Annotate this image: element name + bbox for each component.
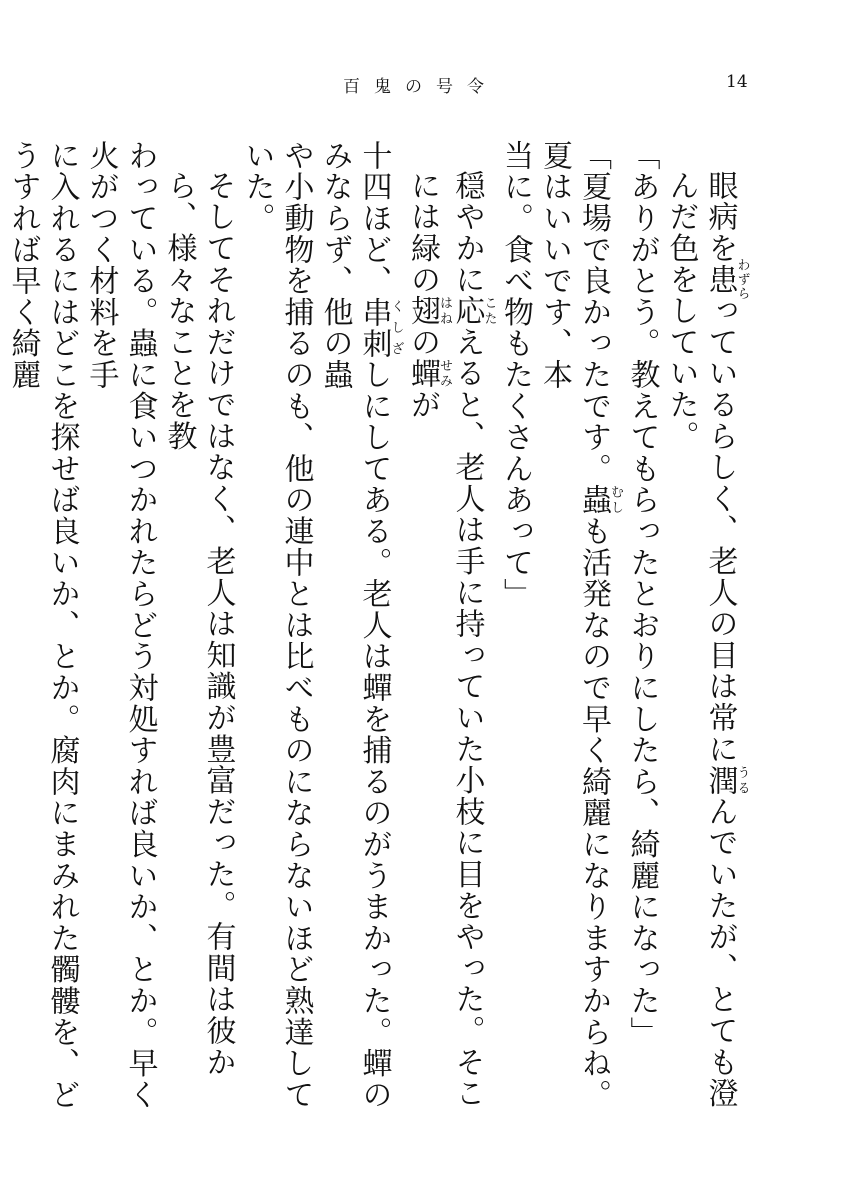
- ruby: こた: [481, 295, 497, 327]
- text-line: 「ありがとう。教えてもらったとおりにしたら、綺麗になった」: [624, 140, 660, 1048]
- text-line: そしてそれだけではなく、老人は知識が豊富だった。有間は彼から、様々なことを教: [161, 170, 236, 1078]
- ruby: はね: [437, 295, 452, 327]
- text-line: 穏やかに応こたえると、老人は手に持っていた小枝に目をやった。そこには緑の翅はねの蟬せみが: [405, 170, 497, 1110]
- page-number: 14: [726, 72, 748, 92]
- page-header-title: 百鬼の号令: [343, 77, 498, 97]
- text-line: 当に。食べ物もたくさんあって」: [498, 140, 533, 610]
- ruby: せみ: [437, 357, 452, 390]
- text-line: 十四ほど、串刺くしざしにしてある。老人は蟬を捕るのがうまかった。蟬のみならず、他の蟲: [317, 140, 404, 1111]
- text-line: 「夏場で良かったです。蟲むしも活発なので早く綺麗になりますからね。夏はいいです、本: [537, 140, 623, 1111]
- ruby: わずら: [734, 258, 750, 302]
- text-line: [0, 140, 4, 1140]
- text-line: に入れるにはどこを探せば良いか、とか。腐肉にまみれた髑髏を、どうすれば早く綺麗: [5, 140, 80, 1111]
- text-line: わっている。蟲に食いつかれたらどう対処すれば良いか、とか。早く火がつく材料を手: [83, 140, 158, 1111]
- ruby: むし: [608, 484, 623, 516]
- text-line: 眼病を患わずらっているらしく、老人の目は常に潤うるんでいたが、とても澄んだ色をしていた。: [663, 170, 750, 1110]
- text-line: や小動物を捕るのも、他の連中とは比べものにならないほど熟達していた。: [239, 140, 314, 1111]
- body-text: [0, 140, 749, 1140]
- ruby: うる: [734, 764, 750, 797]
- ruby: くしざ: [388, 296, 404, 360]
